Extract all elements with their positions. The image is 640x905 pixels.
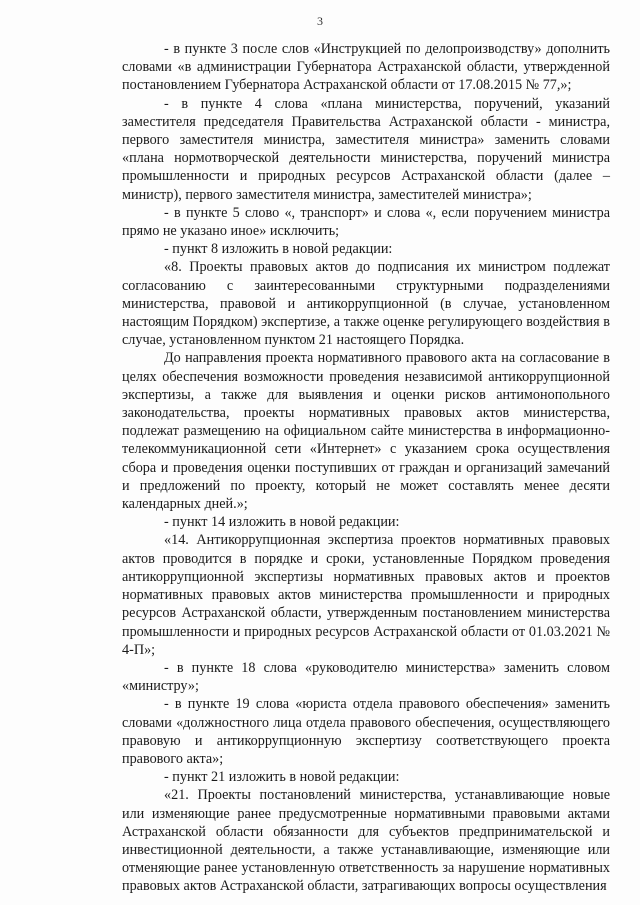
quoted-paragraph: «8. Проекты правовых актов до подписания их министром подлежат согласованию с заинтересованными структурными подразделениями министерства, правовой и антикоррупционной (в случае, установленном настоящим Порядком) экспертизе, а также оценке регулирующего воздействия в случае, установленном пунктом 21 настоящего Порядка. [122,259,610,349]
amendment-paragraph: - в пункте 19 слова «юриста отдела правового обеспечения» заменить словами «должностного лица отдела правового обеспечения, осуществляющего правовую и антикоррупционную экспертизу соответствующего проекта правового акта»; [122,696,610,767]
quoted-paragraph: До направления проекта нормативного правового акта на согласование в целях обеспечения возможности проведения независимой антикоррупционной экспертизы, а также для выявления и оценки рисков антимонопольного законодательства, проекты нормативных правовых актов министерства, подлежат размещению на официальном сайте министерства в информационно-телекоммуникационной сети «Интернет» с указанием срока осуществления сбора и проведения оценки поступивших от граждан и организаций замечаний и предложений по проекту, который не может составлять менее десяти календарных дней.»; [122,350,610,513]
page-number: 3 [317,14,323,28]
quoted-paragraph: «21. Проекты постановлений министерства, устанавливающие новые или изменяющие ранее предусмотренные нормативными правовыми актами Астраханской области обязанности для субъектов предпринимательской и инвестиционной деятельности, а также устанавливающие, изменяющие или отменяющие ранее установленную ответственность за нарушение нормативных правовых актов Астраханской области, затрагивающих вопросы осуществления [122,787,610,895]
amendment-paragraph: - пункт 21 изложить в новой редакции: [164,769,400,786]
document-body [122,40,610,896]
amendment-paragraph: - пункт 14 изложить в новой редакции: [164,514,400,531]
amendment-paragraph: - в пункте 3 после слов «Инструкцией по делопроизводству» дополнить словами «в администрации Губернатора Астраханской области, утвержденной постановлением Губернатора Астраханской области от 17.08.2015 № 77,»; [122,41,610,94]
amendment-paragraph: - в пункте 18 слова «руководителю министерства» заменить словом «министру»; [122,659,610,695]
quoted-paragraph: «14. Антикоррупционная экспертиза проектов нормативных правовых актов проводится в порядке и сроки, установленные Порядком проведения антикоррупционной экспертизы нормативных правовых актов и проектов нормативных правовых актов министерства промышленности и природных ресурсов Астраханской области, утвержденным постановлением министерства промышленности и природных ресурсов Астраханской области от 01.03.2021 № 4-П»; [122,532,610,658]
amendment-paragraph: - пункт 8 изложить в новой редакции: [164,241,393,258]
amendment-paragraph: - в пункте 5 слово «, транспорт» и слова «, если поручением министра прямо не указано иное» исключить; [122,204,610,240]
amendment-paragraph: - в пункте 4 слова «плана министерства, поручений, указаний заместителя председателя Правительства Астраханской области - министра, первого заместителя министра, заместителя министра» заменить словами «плана нормотворческой деятельности министерства, поручений министра промышленности и природных ресурсов Астраханской области (далее – министр), первого заместителя министра, заместителей министра»; [122,95,610,203]
